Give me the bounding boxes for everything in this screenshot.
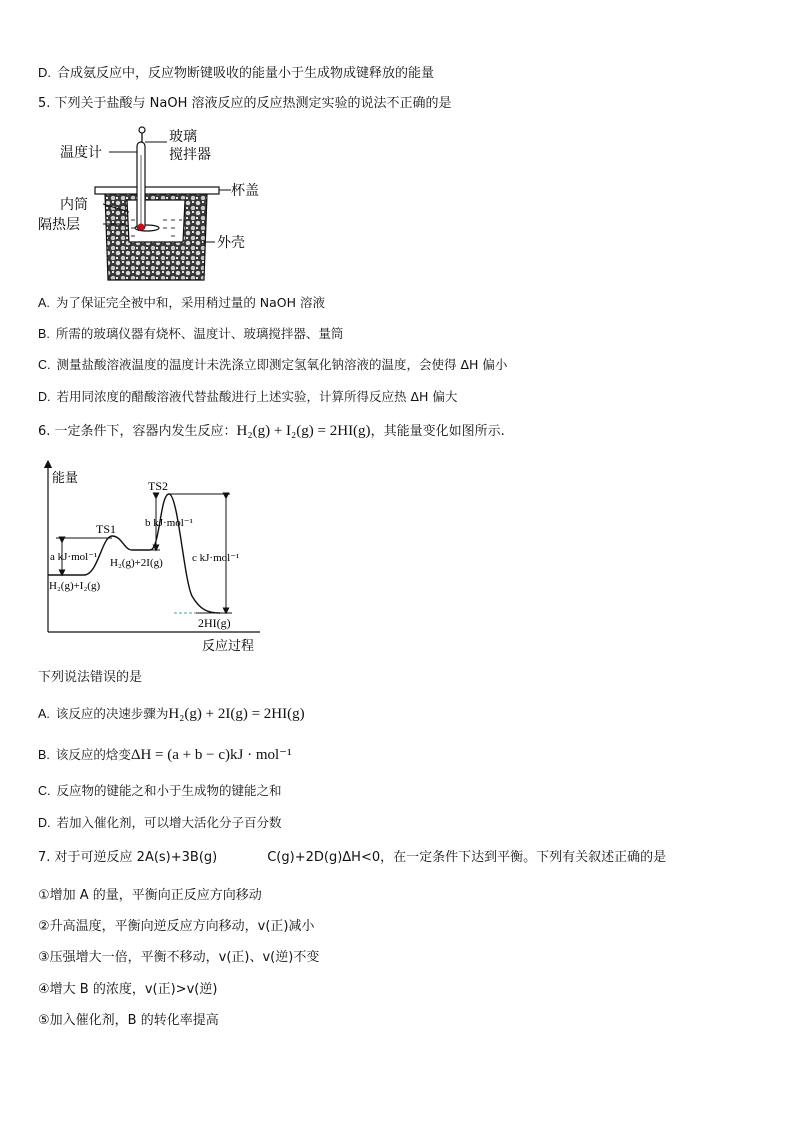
q6-option-d [38,814,282,832]
q6-ask: 下列说法错误的是 [38,670,143,685]
inner-cup [127,200,185,242]
option-text: 为了保证完全被中和，采用稍过量的 NaOH 溶液 [55,295,326,310]
glass-stirrer-top [139,127,145,133]
q6-stem-pre: 6. 一定条件下，容器内发生反应： [38,424,237,439]
option-letter: B. [38,327,50,341]
option-letter: D. [38,65,51,80]
q7-item-1: ①增加 A 的量，平衡向正反应方向移动 [38,888,262,903]
label-stirrer-2: 搅拌器 [169,147,211,163]
ts1-label: TS1 [96,522,117,536]
intermediate-label: H₂(g)+2I(g) [110,557,163,569]
option-text: 若用同浓度的醋酸溶液代替盐酸进行上述实验，计算所得反应热 ΔH 偏大 [56,389,458,404]
q5-option-b [38,325,343,343]
c-label: c kJ·mol⁻¹ [192,552,240,564]
q6-stem-equation: H₂(g) + I₂(g) = 2HI(g) [236,423,371,439]
option-letter: D. [38,816,51,830]
option-letter: A. [38,296,50,310]
option-letter: B. [38,748,50,762]
option-text: 所需的玻璃仪器有烧杯、温度计、玻璃搅拌器、量筒 [55,326,344,341]
q6-stem [38,422,505,441]
a-label: a kJ·mol⁻¹ [50,551,98,563]
calorimeter-figure [38,120,259,285]
q6-option-b [38,746,292,764]
q5-option-d [38,388,457,406]
q7-item-5: ⑤加入催化剂，B 的转化率提高 [38,1013,219,1028]
option-text: 该反应的决速步骤为 [55,706,169,721]
q5-option-c [38,356,507,374]
b-label: b kJ·mol⁻¹ [145,517,193,529]
option-text: 该反应的焓变 [55,747,131,762]
y-axis-label: 能量 [52,471,79,486]
q6-option-a [38,705,305,723]
label-stirrer-1: 玻璃 [169,129,197,145]
option-text: 若加入催化剂，可以增大活化分子百分数 [56,815,282,830]
product-label: 2HI(g) [198,616,231,630]
q7-item-2: ②升高温度，平衡向逆反应方向移动，v(正)减小 [38,919,315,934]
option-letter: A. [38,707,50,721]
x-axis-label: 反应过程 [202,639,255,654]
label-lid: 杯盖 [231,183,259,199]
option-letter: C. [38,358,51,372]
q7-stem-post: C(g)+2D(g)ΔH<0，在一定条件下达到平衡。下列有关叙述正确的是 [267,850,667,865]
option-text: 合成氨反应中，反应物断键吸收的能量小于生成物成键释放的能量 [57,66,435,81]
label-insulation: 隔热层 [38,217,80,233]
option-text: 反应物的键能之和小于生成物的键能之和 [56,783,282,798]
q6-stem-post: ，其能量变化如图所示. [370,424,505,439]
thermometer-bulb [138,224,145,231]
option-equation: ΔH = (a + b − c)kJ · mol⁻¹ [130,747,292,763]
energy-diagram [38,460,278,655]
option-equation: H₂(g) + 2I(g) = 2HI(g) [168,706,305,722]
q6-option-c [38,782,282,800]
label-inner: 内筒 [60,197,88,213]
label-shell: 外壳 [217,235,245,251]
option-letter: C. [38,784,51,798]
reactants-label: H₂(g)+I₂(g) [49,580,101,592]
q7-stem-pre: 7. 对于可逆反应 2A(s)+3B(g) [38,850,218,865]
q5-option-a [38,294,325,312]
label-thermometer: 温度计 [60,145,102,161]
q4-option-d [38,64,434,83]
q7-item-4: ④增大 B 的浓度，v(正)>v(逆) [38,982,218,997]
option-text: 测量盐酸溶液温度的温度计未洗涤立即测定氢氧化钠溶液的温度，会使得 ΔH 偏小 [56,357,508,372]
q5-stem: 5. 下列关于盐酸与 NaOH 溶液反应的反应热测定实验的说法不正确的是 [38,96,452,111]
cup-lid [95,187,219,194]
q7-stem [38,849,666,867]
ts2-label: TS2 [148,479,169,493]
q7-item-3: ③压强增大一倍，平衡不移动，v(正)、v(逆)不变 [38,950,320,965]
option-letter: D. [38,390,51,404]
